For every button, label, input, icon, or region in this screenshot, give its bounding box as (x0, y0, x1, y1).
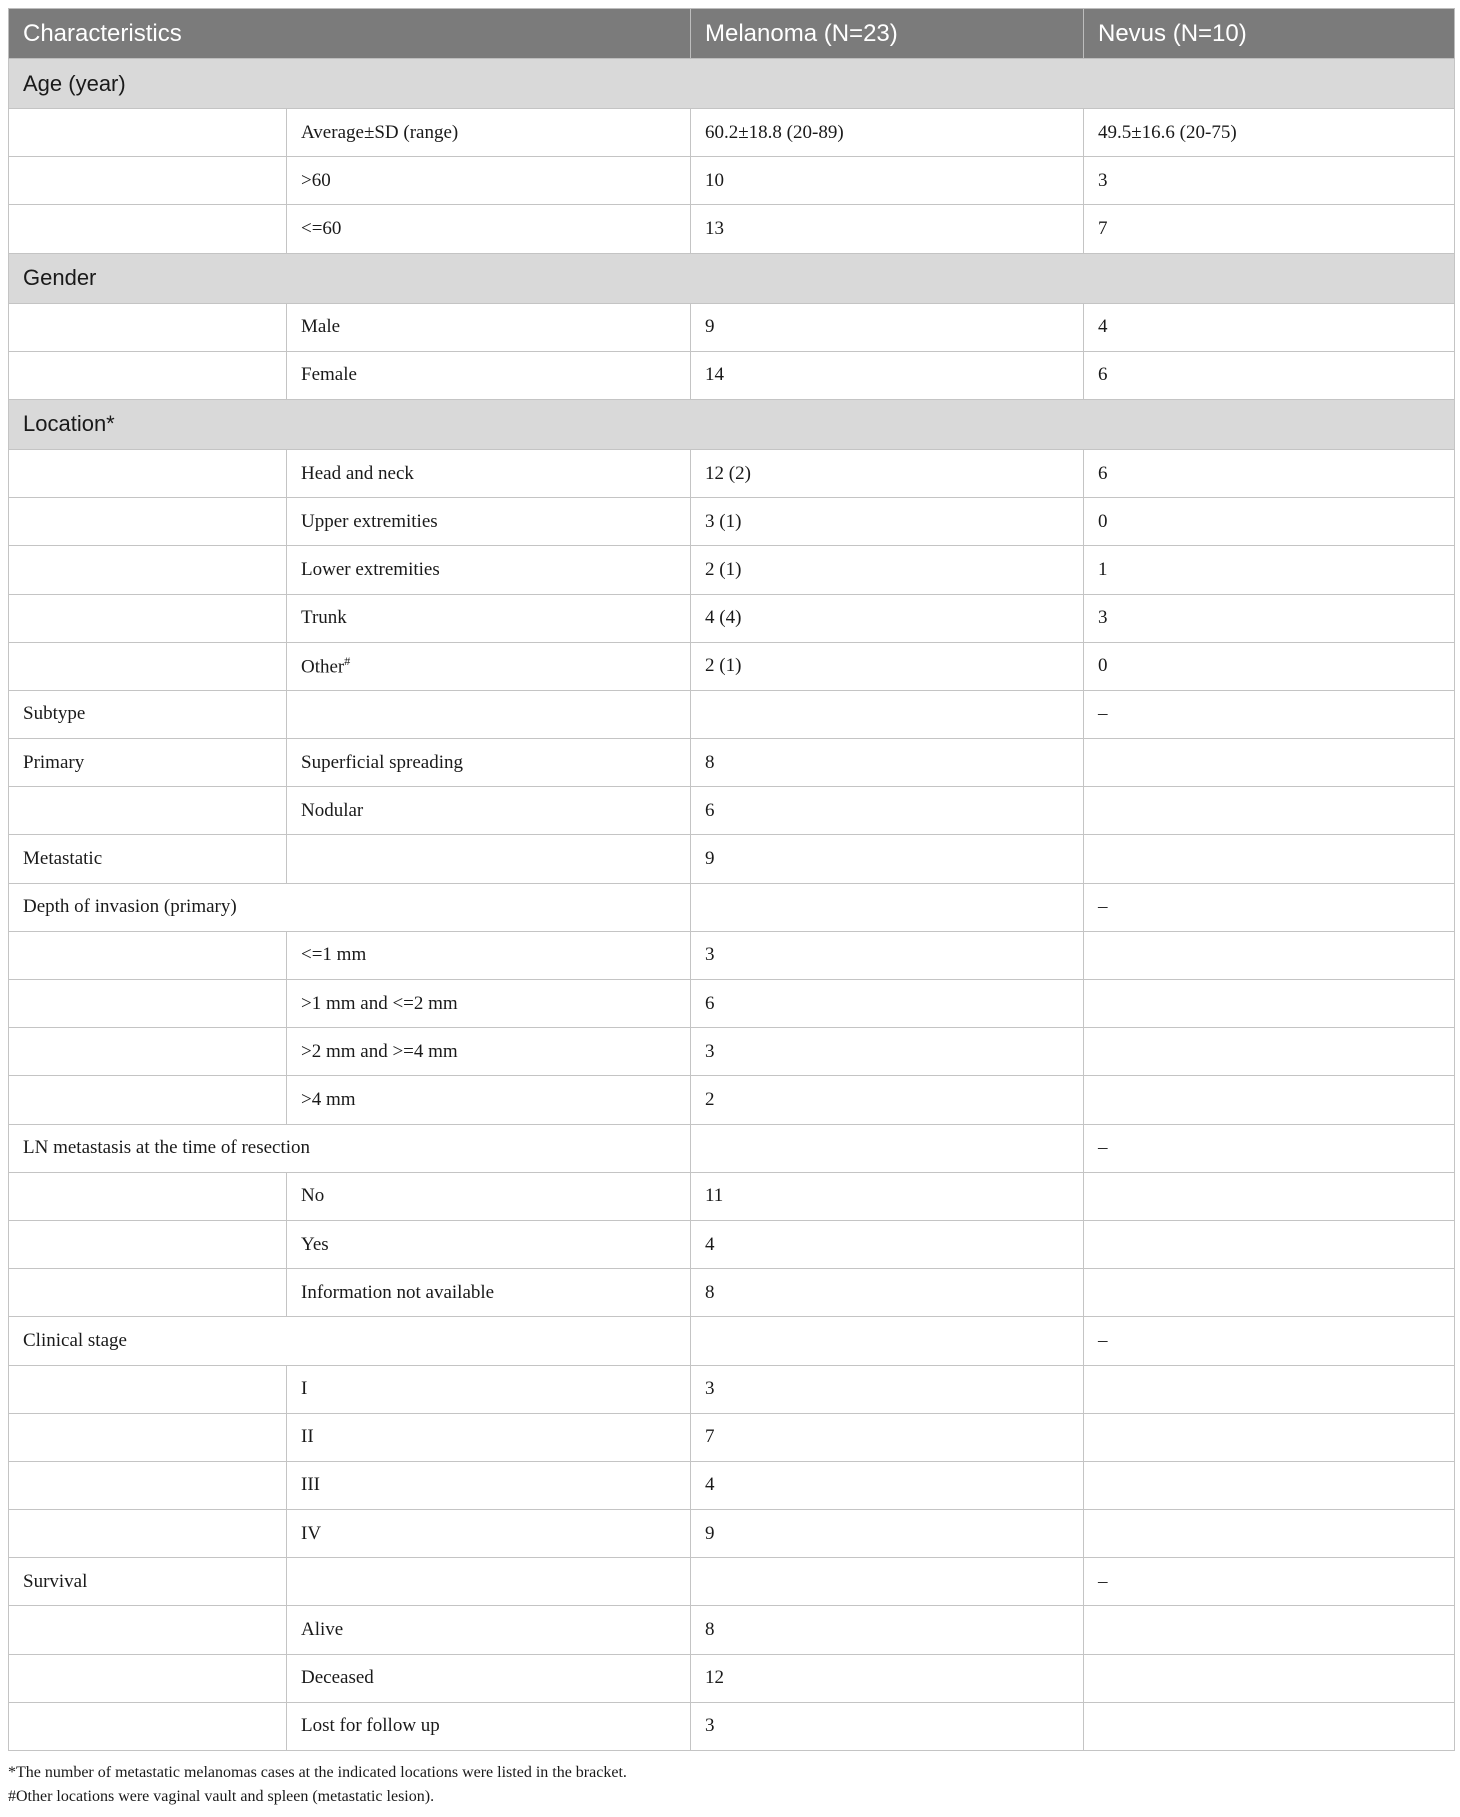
table-row (9, 642, 1455, 690)
melanoma-value: 8 (691, 739, 1084, 787)
melanoma-value (691, 1558, 1084, 1606)
row-category (9, 546, 287, 594)
row-label: >2 mm and >=4 mm (287, 1028, 691, 1076)
melanoma-value: 3 (1) (691, 498, 1084, 546)
melanoma-value: 11 (691, 1172, 1084, 1220)
table-row (9, 1317, 1455, 1365)
table-row (9, 1365, 1455, 1413)
row-category: Primary (9, 739, 287, 787)
table-row (9, 1558, 1455, 1606)
table-row (9, 1269, 1455, 1317)
row-label: <=1 mm (287, 931, 691, 979)
row-category (9, 498, 287, 546)
melanoma-value: 10 (691, 157, 1084, 205)
nevus-value: 1 (1084, 546, 1455, 594)
table-row (9, 303, 1455, 351)
nevus-value: 3 (1084, 157, 1455, 205)
row-label: Trunk (287, 594, 691, 642)
nevus-value (1084, 1654, 1455, 1702)
nevus-value (1084, 1510, 1455, 1558)
nevus-value: – (1084, 690, 1455, 738)
melanoma-value (691, 690, 1084, 738)
row-label: Depth of invasion (primary) (9, 883, 691, 931)
row-label: Deceased (287, 1654, 691, 1702)
row-label: IV (287, 1510, 691, 1558)
table-row (9, 351, 1455, 399)
nevus-value (1084, 1461, 1455, 1509)
table-row (9, 980, 1455, 1028)
melanoma-value (691, 1317, 1084, 1365)
nevus-value: 0 (1084, 642, 1455, 690)
nevus-value: – (1084, 883, 1455, 931)
nevus-value (1084, 1702, 1455, 1750)
table-row (9, 109, 1455, 157)
table-row (9, 594, 1455, 642)
nevus-value (1084, 739, 1455, 787)
row-label (287, 1558, 691, 1606)
section-label: Age (year) (9, 59, 1455, 109)
row-label: Clinical stage (9, 1317, 691, 1365)
table-row (9, 546, 1455, 594)
nevus-value: 6 (1084, 449, 1455, 497)
nevus-value (1084, 1269, 1455, 1317)
nevus-value (1084, 1365, 1455, 1413)
melanoma-value: 8 (691, 1269, 1084, 1317)
nevus-value: 7 (1084, 205, 1455, 253)
melanoma-value: 9 (691, 1510, 1084, 1558)
row-label: III (287, 1461, 691, 1509)
row-category (9, 1510, 287, 1558)
table-row (9, 1606, 1455, 1654)
nevus-value: – (1084, 1558, 1455, 1606)
header-nevus: Nevus (N=10) (1084, 9, 1455, 59)
table-row (9, 205, 1455, 253)
melanoma-value: 2 (691, 1076, 1084, 1124)
melanoma-value: 6 (691, 787, 1084, 835)
row-category (9, 157, 287, 205)
table-row (9, 1654, 1455, 1702)
row-label: <=60 (287, 205, 691, 253)
nevus-value: 6 (1084, 351, 1455, 399)
table-container (8, 8, 1454, 1809)
nevus-value (1084, 1076, 1455, 1124)
row-label: Upper extremities (287, 498, 691, 546)
melanoma-value: 12 (2) (691, 449, 1084, 497)
row-category (9, 1269, 287, 1317)
melanoma-value: 6 (691, 980, 1084, 1028)
row-category: Survival (9, 1558, 287, 1606)
melanoma-value: 4 (691, 1220, 1084, 1268)
nevus-value (1084, 931, 1455, 979)
section-header-row (9, 253, 1455, 303)
nevus-value (1084, 1606, 1455, 1654)
row-label: II (287, 1413, 691, 1461)
nevus-value (1084, 1028, 1455, 1076)
row-category (9, 205, 287, 253)
characteristics-table (8, 8, 1455, 1751)
footnotes (8, 1761, 1454, 1809)
nevus-value: 0 (1084, 498, 1455, 546)
melanoma-value: 7 (691, 1413, 1084, 1461)
melanoma-value: 3 (691, 1365, 1084, 1413)
row-label (287, 835, 691, 883)
melanoma-value: 2 (1) (691, 546, 1084, 594)
row-label (287, 642, 691, 690)
row-category (9, 1606, 287, 1654)
nevus-value (1084, 1172, 1455, 1220)
row-label: >60 (287, 157, 691, 205)
footnote: #Other locations were vaginal vault and spleen (metastatic lesion). (8, 1788, 435, 1805)
melanoma-value (691, 883, 1084, 931)
row-label (287, 690, 691, 738)
row-category (9, 1220, 287, 1268)
melanoma-value: 14 (691, 351, 1084, 399)
nevus-value (1084, 1220, 1455, 1268)
row-label: I (287, 1365, 691, 1413)
table-row (9, 883, 1455, 931)
row-category (9, 109, 287, 157)
table-row (9, 157, 1455, 205)
melanoma-value: 3 (691, 1028, 1084, 1076)
section-label: Gender (9, 253, 1455, 303)
section-header-row (9, 399, 1455, 449)
table-row (9, 1413, 1455, 1461)
header-row (9, 9, 1455, 59)
table-row (9, 1124, 1455, 1172)
row-category (9, 1076, 287, 1124)
melanoma-value: 9 (691, 303, 1084, 351)
table-row (9, 835, 1455, 883)
nevus-value (1084, 1413, 1455, 1461)
table-row (9, 1461, 1455, 1509)
table-row (9, 498, 1455, 546)
row-category (9, 351, 287, 399)
table-row (9, 1172, 1455, 1220)
melanoma-value: 4 (4) (691, 594, 1084, 642)
footnote: *The number of metastatic melanomas cases at the indicated locations were listed in the bracket. (8, 1764, 627, 1781)
row-label-text: Other (301, 656, 345, 678)
row-category (9, 1028, 287, 1076)
melanoma-value: 12 (691, 1654, 1084, 1702)
melanoma-value: 3 (691, 1702, 1084, 1750)
section-header-row (9, 59, 1455, 109)
row-label: Male (287, 303, 691, 351)
row-label: Average±SD (range) (287, 109, 691, 157)
nevus-value: 4 (1084, 303, 1455, 351)
row-label: Lost for follow up (287, 1702, 691, 1750)
table-row (9, 1220, 1455, 1268)
nevus-value (1084, 980, 1455, 1028)
nevus-value (1084, 787, 1455, 835)
row-category (9, 303, 287, 351)
melanoma-value: 3 (691, 931, 1084, 979)
row-category (9, 931, 287, 979)
table-row (9, 1076, 1455, 1124)
row-category (9, 1365, 287, 1413)
melanoma-value: 13 (691, 205, 1084, 253)
melanoma-value (691, 1124, 1084, 1172)
row-label: Lower extremities (287, 546, 691, 594)
nevus-value: 49.5±16.6 (20-75) (1084, 109, 1455, 157)
nevus-value: – (1084, 1124, 1455, 1172)
header-melanoma: Melanoma (N=23) (691, 9, 1084, 59)
row-category (9, 1702, 287, 1750)
nevus-value: 3 (1084, 594, 1455, 642)
header-characteristics: Characteristics (9, 9, 691, 59)
melanoma-value: 9 (691, 835, 1084, 883)
section-label: Location* (9, 399, 1455, 449)
table-row (9, 1702, 1455, 1750)
row-category (9, 980, 287, 1028)
row-label: Yes (287, 1220, 691, 1268)
table-row (9, 690, 1455, 738)
row-label: >4 mm (287, 1076, 691, 1124)
row-category (9, 642, 287, 690)
table-row (9, 1028, 1455, 1076)
row-label: >1 mm and <=2 mm (287, 980, 691, 1028)
row-label: Nodular (287, 787, 691, 835)
melanoma-value: 8 (691, 1606, 1084, 1654)
table-body (9, 59, 1455, 1751)
row-category (9, 1654, 287, 1702)
nevus-value (1084, 835, 1455, 883)
row-category: Subtype (9, 690, 287, 738)
table-row (9, 787, 1455, 835)
row-category (9, 594, 287, 642)
footnote-marker: # (344, 654, 351, 669)
table-row (9, 1510, 1455, 1558)
row-label: Head and neck (287, 449, 691, 497)
melanoma-value: 4 (691, 1461, 1084, 1509)
row-label: Information not available (287, 1269, 691, 1317)
row-category (9, 787, 287, 835)
nevus-value: – (1084, 1317, 1455, 1365)
table-row (9, 931, 1455, 979)
row-label: LN metastasis at the time of resection (9, 1124, 691, 1172)
melanoma-value: 60.2±18.8 (20-89) (691, 109, 1084, 157)
table-row (9, 449, 1455, 497)
row-label: Alive (287, 1606, 691, 1654)
row-label: Female (287, 351, 691, 399)
row-category: Metastatic (9, 835, 287, 883)
row-category (9, 1461, 287, 1509)
row-category (9, 1413, 287, 1461)
row-category (9, 1172, 287, 1220)
row-label: Superficial spreading (287, 739, 691, 787)
melanoma-value: 2 (1) (691, 642, 1084, 690)
row-label: No (287, 1172, 691, 1220)
row-category (9, 449, 287, 497)
table-row (9, 739, 1455, 787)
